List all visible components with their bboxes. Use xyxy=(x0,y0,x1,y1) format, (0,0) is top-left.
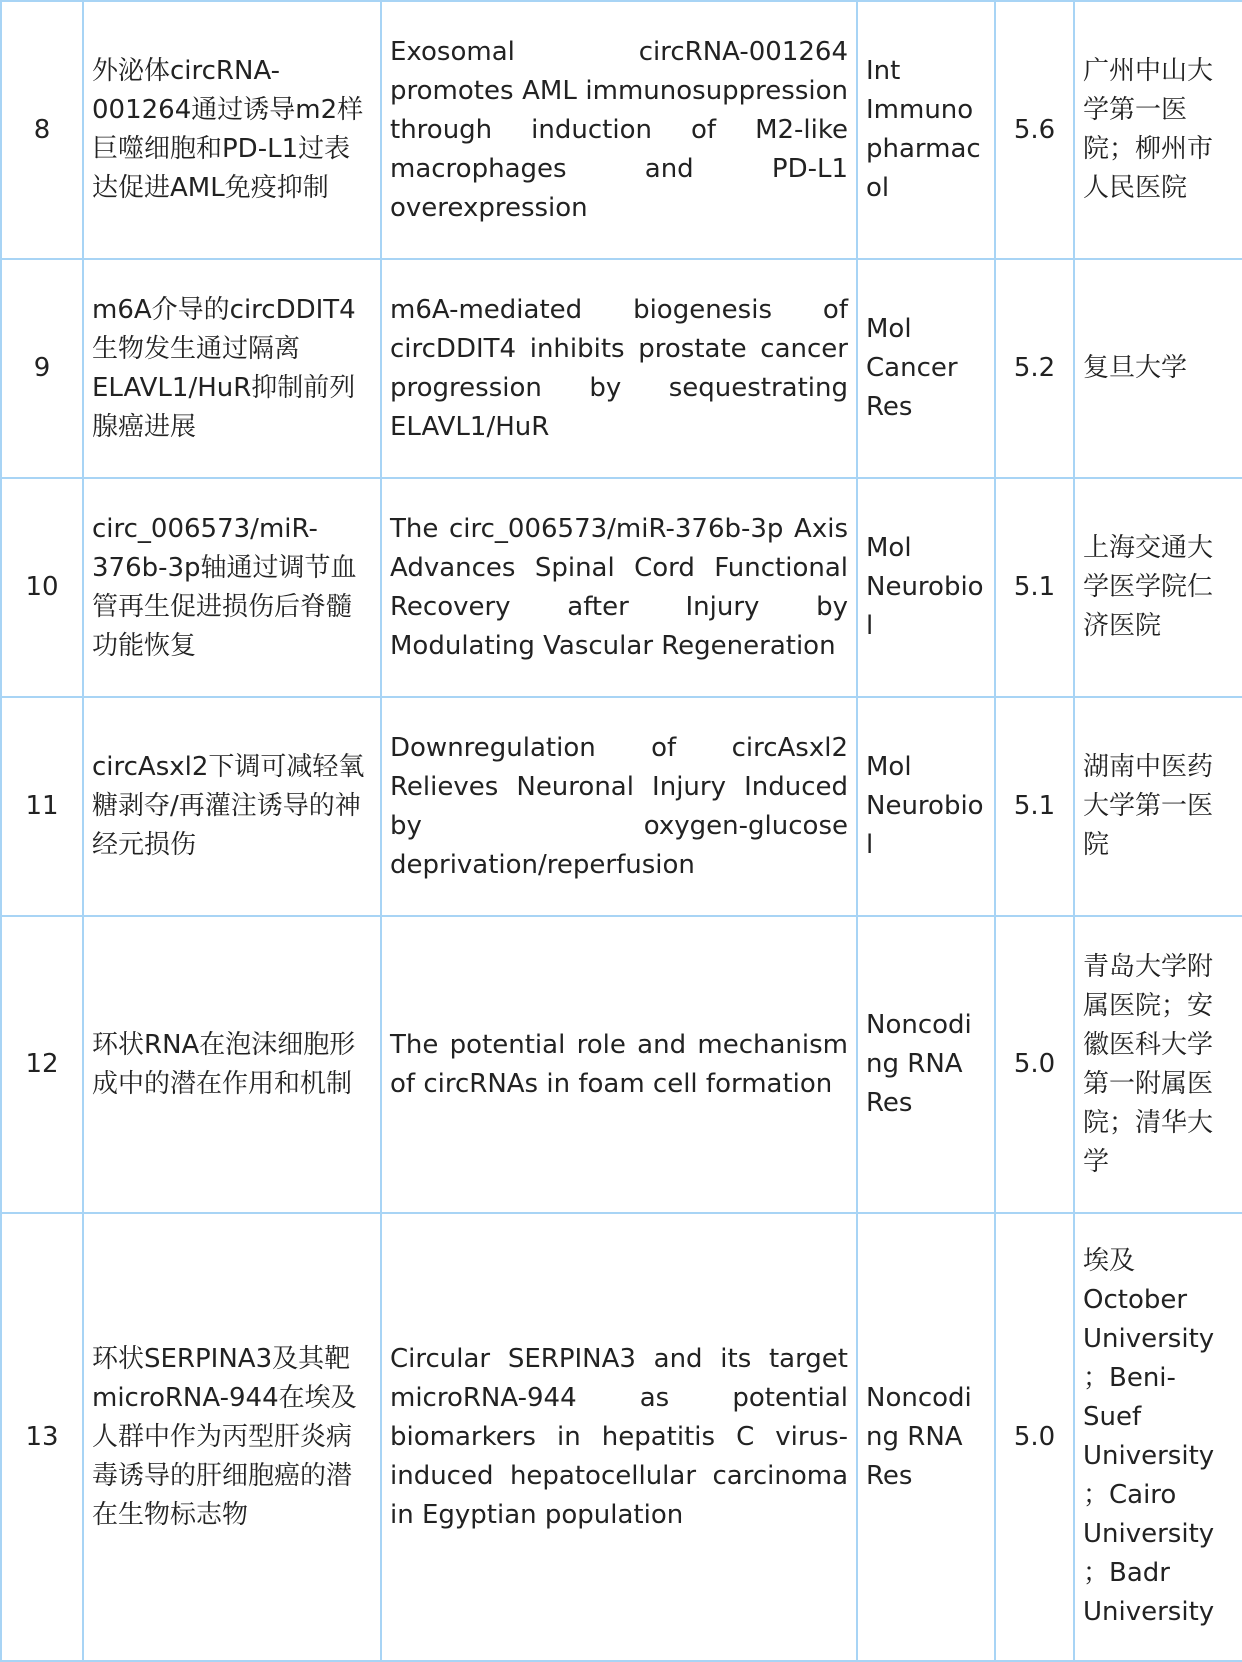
english-title xyxy=(381,259,857,478)
impact-factor: 5.6 xyxy=(995,1,1074,259)
impact-factor: 5.0 xyxy=(995,1213,1074,1661)
journal-name: Noncoding RNA Res xyxy=(857,916,995,1213)
chinese-title: 环状SERPINA3及其靶microRNA-944在埃及人群中作为丙型肝炎病毒诱导的肝细胞癌的潜在生物标志物 xyxy=(83,1213,381,1661)
journal-name: Mol Cancer Res xyxy=(857,259,995,478)
row-number: 11 xyxy=(1,697,83,916)
table-row xyxy=(1,697,1242,916)
row-number: 8 xyxy=(1,1,83,259)
impact-factor: 5.0 xyxy=(995,916,1074,1213)
journal-name: Noncoding RNA Res xyxy=(857,1213,995,1661)
table-row xyxy=(1,1213,1242,1661)
english-title-text: Circular SERPINA3 and its target microRNA-944 as potential biomarkers in hepatitis C virus-induced hepatocellular carcinoma in Egyptian population xyxy=(390,1343,848,1530)
english-title xyxy=(381,916,857,1213)
impact-factor: 5.1 xyxy=(995,697,1074,916)
english-title-text: Downregulation of circAsxl2 Relieves Neuronal Injury Induced by oxygen-glucose deprivation/reperfusion xyxy=(390,732,848,880)
table-row xyxy=(1,916,1242,1213)
institution: 广州中山大学第一医院；柳州市人民医院 xyxy=(1074,1,1242,259)
institution: 上海交通大学医学院仁济医院 xyxy=(1074,478,1242,697)
english-title-text: The circ_006573/miR-376b-3p Axis Advances Spinal Cord Functional Recovery after Injury by Modulating Vascular Regeneration xyxy=(390,513,848,661)
row-number: 9 xyxy=(1,259,83,478)
impact-factor: 5.1 xyxy=(995,478,1074,697)
english-title-text: m6A-mediated biogenesis of circDDIT4 inhibits prostate cancer progression by sequestrating ELAVL1/HuR xyxy=(390,294,848,442)
row-number: 12 xyxy=(1,916,83,1213)
chinese-title: circ_006573/miR-376b-3p轴通过调节血管再生促进损伤后脊髓功能恢复 xyxy=(83,478,381,697)
english-title xyxy=(381,478,857,697)
row-number: 13 xyxy=(1,1213,83,1661)
table-row xyxy=(1,478,1242,697)
row-number: 10 xyxy=(1,478,83,697)
chinese-title: 外泌体circRNA-001264通过诱导m2样巨噬细胞和PD-L1过表达促进AML免疫抑制 xyxy=(83,1,381,259)
institution: 复旦大学 xyxy=(1074,259,1242,478)
english-title xyxy=(381,697,857,916)
impact-factor: 5.2 xyxy=(995,259,1074,478)
table-row xyxy=(1,259,1242,478)
journal-name: Mol Neurobiol xyxy=(857,478,995,697)
journal-name: Mol Neurobiol xyxy=(857,697,995,916)
chinese-title: 环状RNA在泡沫细胞形成中的潜在作用和机制 xyxy=(83,916,381,1213)
chinese-title: circAsxl2下调可减轻氧糖剥夺/再灌注诱导的神经元损伤 xyxy=(83,697,381,916)
english-title xyxy=(381,1213,857,1661)
table-row xyxy=(1,1,1242,259)
institution: 青岛大学附属医院；安徽医科大学第一附属医院；清华大学 xyxy=(1074,916,1242,1213)
institution: 埃及October University；Beni-Suef University；Cairo University；Badr University xyxy=(1074,1213,1242,1661)
chinese-title: m6A介导的circDDIT4生物发生通过隔离ELAVL1/HuR抑制前列腺癌进展 xyxy=(83,259,381,478)
institution: 湖南中医药大学第一医院 xyxy=(1074,697,1242,916)
english-title-text: The potential role and mechanism of circRNAs in foam cell formation xyxy=(390,1029,848,1099)
journal-name: Int Immunopharmacol xyxy=(857,1,995,259)
english-title xyxy=(381,1,857,259)
english-title-text: Exosomal circRNA-001264 promotes AML immunosuppression through induction of M2-like macrophages and PD-L1 overexpression xyxy=(390,36,848,223)
